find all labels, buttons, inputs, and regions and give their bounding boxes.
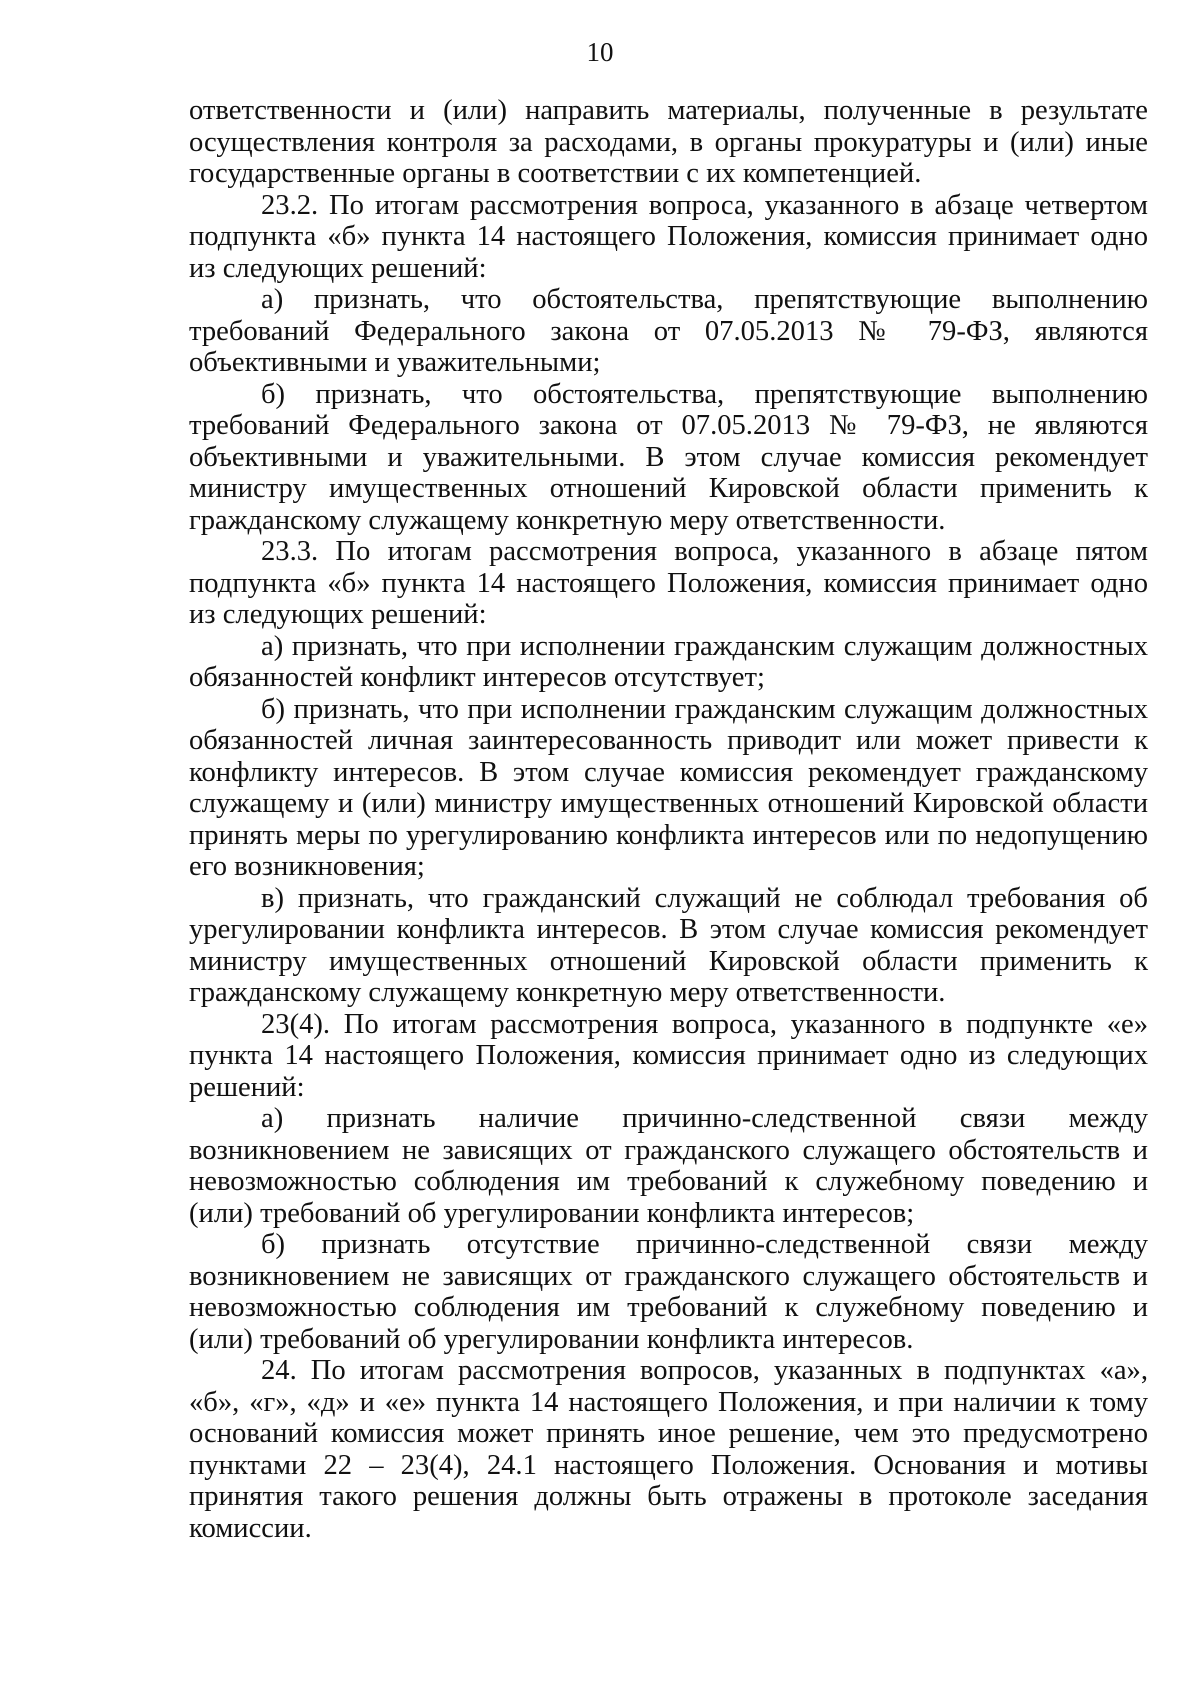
paragraph-24: 24. По итогам рассмотрения вопросов, указанных в подпунктах «а», «б», «г», «д» и «е» пункта 14 настоящего Положения, и при наличии к тому оснований комиссия может принять иное решение, чем это предусмотрено пунктами 22 – 23(4), 24.1 настоящего Положения. Основания и мотивы принятия такого решения должны быть отражены в протоколе заседания комиссии. — [189, 1355, 1148, 1544]
document-body — [189, 95, 1148, 1544]
paragraph-23-2-b: б) признать, что обстоятельства, препятствующие выполнению требований Федерального закона от 07.05.2013 № 79-ФЗ, не являются объективными и уважительными. В этом случае комиссия рекомендует министру имущественных отношений Кировской области применить к гражданскому служащему конкретную меру ответственности. — [189, 378, 1148, 536]
paragraph-23-2-a: а) признать, что обстоятельства, препятствующие выполнению требований Федерального закона от 07.05.2013 № 79-ФЗ, являются объективными и уважительными; — [189, 284, 1148, 378]
page-number: 10 — [586, 37, 614, 67]
paragraph-23-2: 23.2. По итогам рассмотрения вопроса, указанного в абзаце четвертом подпункта «б» пункта 14 настоящего Положения, комиссия принимает одно из следующих решений: — [189, 189, 1148, 284]
paragraph-23-3-v: в) признать, что гражданский служащий не соблюдал требования об урегулировании конфликта интересов. В этом случае комиссия рекомендует министру имущественных отношений Кировской области применить к гражданскому служащему конкретную меру ответственности. — [189, 882, 1148, 1008]
paragraph-23-4: 23(4). По итогам рассмотрения вопроса, указанного в подпункте «е» пункта 14 настоящего Положения, комиссия принимает одно из следующих решений: — [189, 1008, 1148, 1103]
paragraph-continuation: ответственности и (или) направить материалы, полученные в результате осуществления контроля за расходами, в органы прокуратуры и (или) иные государственные органы в соответствии с их компетенцией. — [189, 95, 1148, 189]
paragraph-23-4-a: а) признать наличие причинно-следственной связи между возникновением не зависящих от гражданского служащего обстоятельств и невозможностью соблюдения им требований к служебному поведению и (или) требований об урегулировании конфликта интересов; — [189, 1103, 1148, 1229]
paragraph-23-3-b: б) признать, что при исполнении гражданским служащим должностных обязанностей личная заинтересованность приводит или может привести к конфликту интересов. В этом случае комиссия рекомендует гражданскому служащему и (или) министру имущественных отношений Кировской области принять меры по урегулированию конфликта интересов или по недопущению его возникновения; — [189, 693, 1148, 882]
paragraph-23-3: 23.3. По итогам рассмотрения вопроса, указанного в абзаце пятом подпункта «б» пункта 14 настоящего Положения, комиссия принимает одно из следующих решений: — [189, 536, 1148, 630]
paragraph-23-3-a: а) признать, что при исполнении гражданским служащим должностных обязанностей конфликт интересов отсутствует; — [189, 630, 1148, 693]
paragraph-23-4-b: б) признать отсутствие причинно-следственной связи между возникновением не зависящих от гражданского служащего обстоятельств и невозможностью соблюдения им требований к служебному поведению и (или) требований об урегулировании конфликта интересов. — [189, 1229, 1148, 1355]
